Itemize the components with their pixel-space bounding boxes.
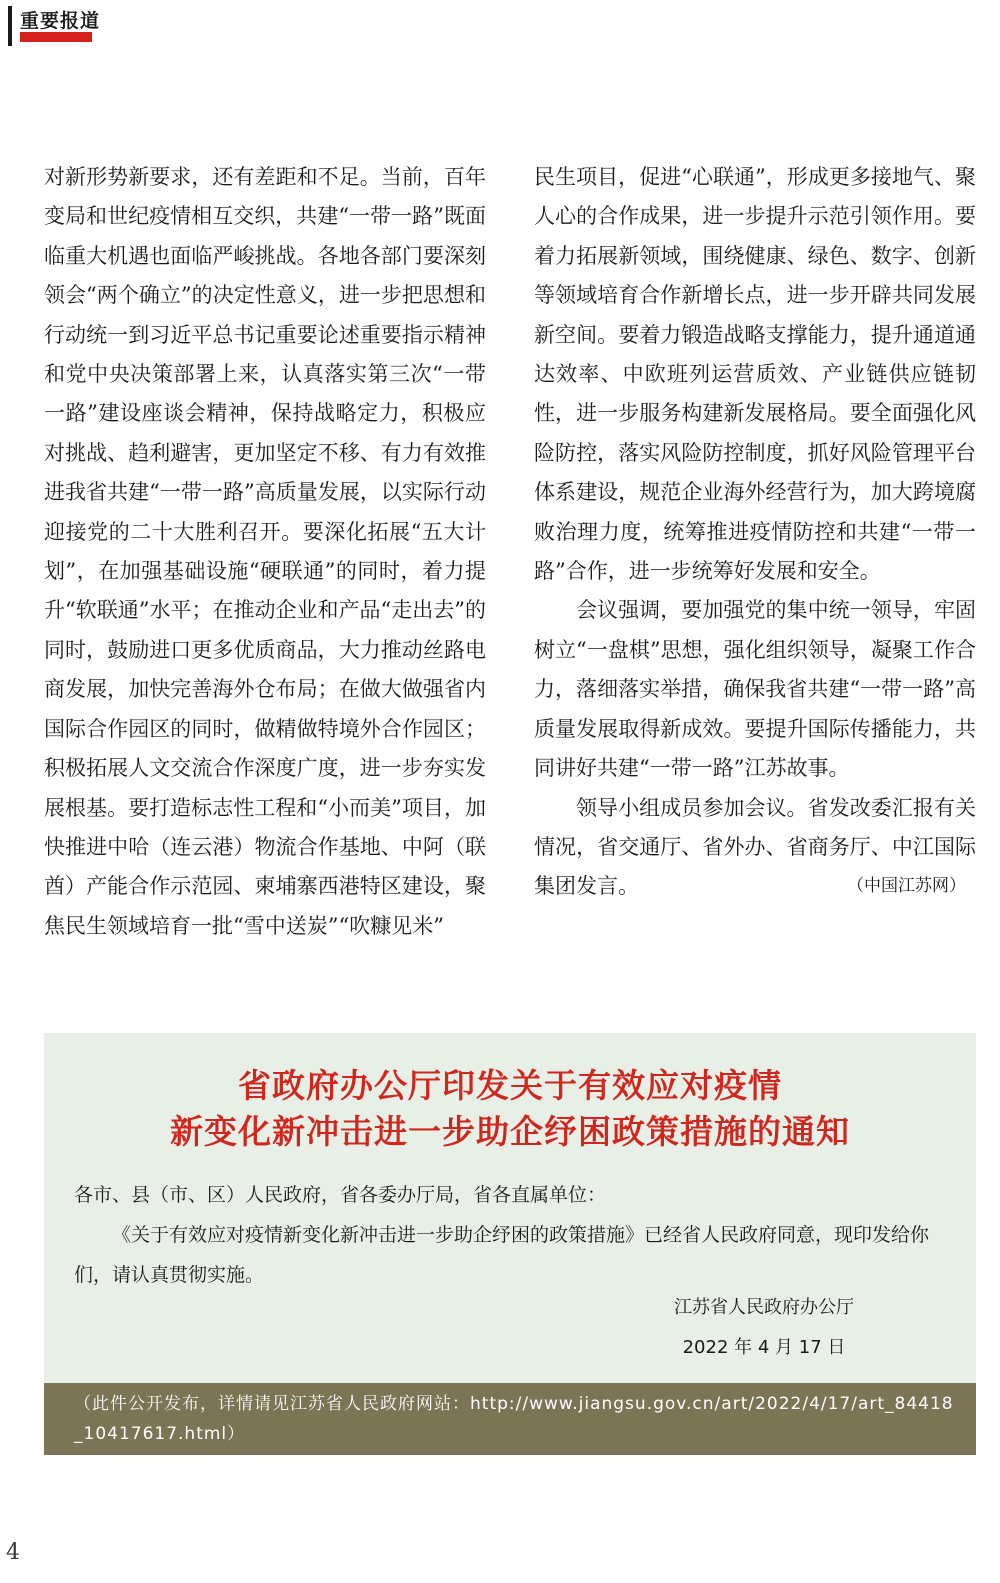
article-paragraph-text: 领导小组成员参加会议。省发改委汇报有关情况，省交通厅、省外办、省商务厅、中江国际集团发言。 [534,795,976,899]
header-accent-bar [8,6,12,46]
notice-body-text: 《关于有效应对疫情新变化新冲击进一步助企纾困的政策措施》已经省人民政府同意，现印发给你们，请认真贯彻实施。 [74,1224,930,1286]
notice-body [74,1175,946,1295]
article-paragraph: 会议强调，要加强党的集中统一领导，牢固树立“一盘棋”思想，强化组织领导，凝聚工作合力，落细落实举措，确保我省共建“一带一路”高质量发展取得新成效。要提升国际传播能力，共同讲好共建“一带一路”江苏故事。 [534,598,976,781]
notice-title-line-1: 省政府办公厅印发关于有效应对疫情 [238,1066,782,1105]
page-number: 4 [6,1540,20,1565]
article-paragraph [534,789,976,907]
section-header [0,0,1000,50]
notice-signoff [44,1288,976,1368]
notice-title [44,1063,976,1155]
article-left-column [44,158,486,946]
article-paragraph: 民生项目，促进“心联通”，形成更多接地气、聚人心的合作成果，进一步提升示范引领作用。要着力拓展新领域，围绕健康、绿色、数字、创新等领域培育合作新增长点，进一步开辟共同发展新空间。要着力锻造战略支撑能力，提升通道通达效率、中欧班列运营质效、产业链供应链韧性，进一步服务构建新发展格局。要全面强化风险防控，落实风险防控制度，抓好风险管理平台体系建设，规范企业海外经营行为，加大跨境腐败治理力度，统筹推进疫情防控和共建“一带一路”合作，进一步统筹好发展和安全。 [534,165,976,584]
notice-footnote-band [44,1383,976,1455]
header-red-underline [20,32,92,42]
notice-box [44,1033,976,1383]
notice-issuer: 江苏省人民政府办公厅 [674,1297,854,1318]
article-source: （中国江苏网） [847,876,966,897]
article-paragraph: 对新形势新要求，还有差距和不足。当前，百年变局和世纪疫情相互交织，共建“一带一路”既面临重大机遇也面临严峻挑战。各地各部门要深刻领会“两个确立”的决定性意义，进一步把思想和行动统一到习近平总书记重要论述重要指示精神和党中央决策部署上来，认真落实第三次“一带一路”建设座谈会精神，保持战略定力，积极应对挑战、趋利避害，更加坚定不移、有力有效推进我省共建“一带一路”高质量发展，以实际行动迎接党的二十大胜利召开。要深化拓展“五大计划”，在加强基础设施“硬联通”的同时，着力提升“软联通”水平；在推动企业和产品“走出去”的同时，鼓励进口更多优质商品，大力推动丝路电商发展，加快完善海外仓布局；在做大做强省内国际合作园区的同时，做精做特境外合作园区；积极拓展人文交流合作深度广度，进一步夯实发展根基。要打造标志性工程和“小而美”项目，加快推进中哈（连云港）物流合作基地、中阿（联酋）产能合作示范园、柬埔寨西港特区建设，聚焦民生领域培育一批“雪中送炭”“吹糠见米” [44,165,486,938]
notice-salutation: 各市、县（市、区）人民政府，省各委办厅局，省各直属单位： [74,1184,607,1206]
article-right-column [534,158,976,907]
section-label: 重要报道 [20,10,101,32]
notice-title-line-2: 新变化新冲击进一步助企纾困政策措施的通知 [170,1112,850,1151]
notice-footnote: （此件公开发布，详情请见江苏省人民政府网站：http://www.jiangsu.gov.cn/art/2022/4/17/art_84418_10417617.html） [74,1394,954,1444]
notice-date: 2022 年 4 月 17 日 [682,1337,846,1358]
